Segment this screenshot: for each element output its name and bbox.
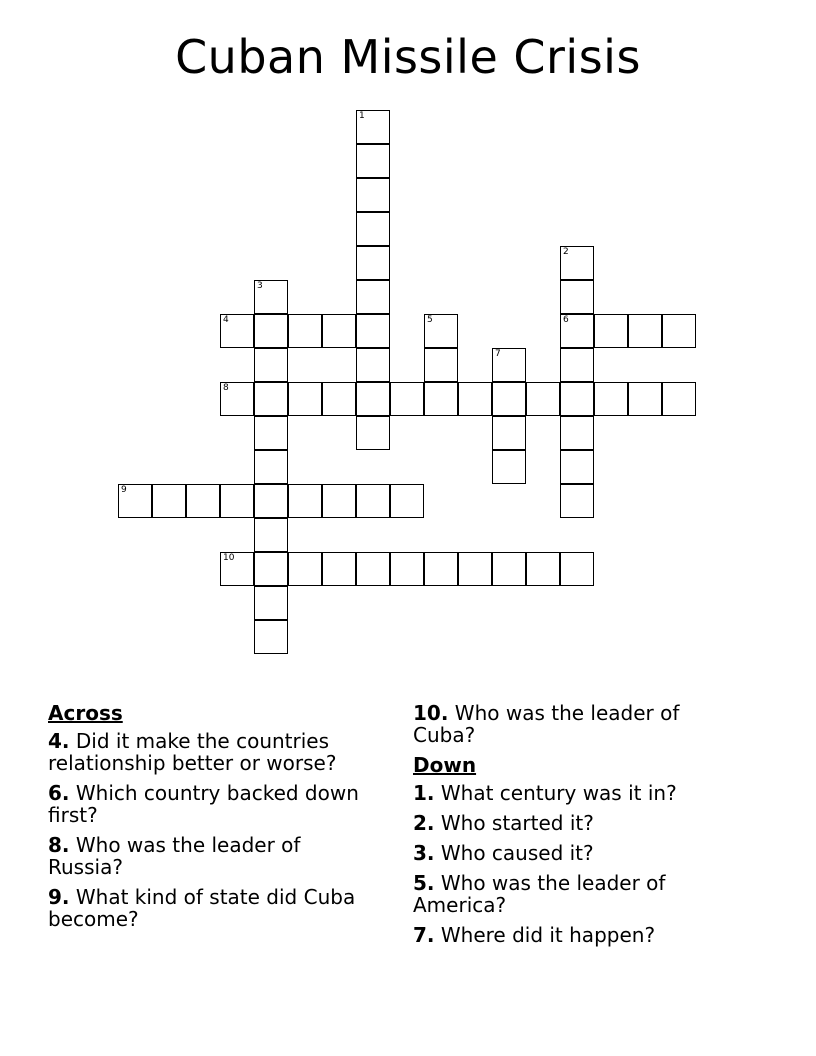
grid-cell[interactable] [458,382,492,416]
grid-cell[interactable] [424,348,458,382]
grid-cell[interactable] [492,348,526,382]
clue-number: 5. [413,871,435,895]
grid-cell[interactable] [356,314,390,348]
down-heading: Down [413,753,477,777]
grid-cell[interactable] [254,280,288,314]
grid-cell[interactable] [220,314,254,348]
clues-column-right [413,702,743,954]
clue-across-6 [48,782,378,826]
grid-cell[interactable] [254,484,288,518]
clue-number-label: 6 [563,315,569,325]
clue-number: 9. [48,885,70,909]
grid-cell[interactable] [560,416,594,450]
clue-text: Who was the leader of Russia? [48,833,301,879]
grid-cell[interactable] [424,552,458,586]
clue-down-5 [413,872,743,916]
grid-cell[interactable] [152,484,186,518]
grid-cell[interactable] [628,314,662,348]
clue-down-1 [413,782,743,804]
grid-cell[interactable] [254,314,288,348]
grid-cell[interactable] [492,382,526,416]
grid-cell[interactable] [560,450,594,484]
clue-text: Who caused it? [434,841,594,865]
grid-cell[interactable] [254,348,288,382]
grid-cell[interactable] [424,382,458,416]
grid-cell[interactable] [594,382,628,416]
clue-number: 4. [48,729,70,753]
clue-down-2 [413,812,743,834]
clue-down-7 [413,924,743,946]
across-heading: Across [48,701,123,725]
clue-number-label: 7 [495,349,501,359]
clue-across-8 [48,834,378,878]
grid-cell[interactable] [560,348,594,382]
clue-text: What century was it in? [434,781,677,805]
grid-cell[interactable] [356,280,390,314]
grid-cell[interactable] [662,382,696,416]
clue-number-label: 10 [223,553,235,563]
grid-cell[interactable] [322,552,356,586]
grid-cell[interactable] [390,484,424,518]
grid-cell[interactable] [322,484,356,518]
clue-across-9 [48,886,378,930]
clue-number-label: 8 [223,383,229,393]
grid-cell[interactable] [186,484,220,518]
clue-number-label: 9 [121,485,127,495]
clue-number: 1. [413,781,435,805]
clue-number: 7. [413,923,435,947]
clue-number-label: 4 [223,315,229,325]
clue-down-3 [413,842,743,864]
grid-cell[interactable] [254,382,288,416]
clues-column-left [48,702,378,938]
grid-cell[interactable] [288,484,322,518]
grid-cell[interactable] [594,314,628,348]
grid-cell[interactable] [526,552,560,586]
grid-cell[interactable] [356,178,390,212]
grid-cell[interactable] [560,246,594,280]
grid-cell[interactable] [560,280,594,314]
clue-text: Where did it happen? [434,923,656,947]
grid-cell[interactable] [220,552,254,586]
grid-cell[interactable] [254,450,288,484]
clue-number-label: 2 [563,247,569,257]
grid-cell[interactable] [288,382,322,416]
grid-cell[interactable] [560,382,594,416]
grid-cell[interactable] [356,416,390,450]
clue-number: 8. [48,833,70,857]
clue-number: 10. [413,701,449,725]
grid-cell[interactable] [492,416,526,450]
grid-cell[interactable] [254,620,288,654]
clue-number: 6. [48,781,70,805]
clue-number: 3. [413,841,435,865]
clue-text: Which country backed down first? [48,781,359,827]
grid-cell[interactable] [356,110,390,144]
grid-cell[interactable] [628,382,662,416]
grid-cell[interactable] [356,484,390,518]
grid-cell[interactable] [254,518,288,552]
clue-text: Who was the leader of America? [413,871,666,917]
grid-cell[interactable] [560,484,594,518]
grid-cell[interactable] [356,382,390,416]
clue-number: 2. [413,811,435,835]
clue-text: Who started it? [434,811,594,835]
clue-across-4 [48,730,378,774]
grid-cell[interactable] [356,212,390,246]
puzzle-title: Cuban Missile Crisis [175,30,641,84]
grid-cell[interactable] [254,416,288,450]
grid-cell[interactable] [288,552,322,586]
grid-cell[interactable] [560,314,594,348]
grid-cell[interactable] [220,382,254,416]
grid-cell[interactable] [662,314,696,348]
grid-cell[interactable] [390,552,424,586]
grid-cell[interactable] [492,450,526,484]
clue-number-label: 3 [257,281,263,291]
clue-number-label: 1 [359,111,365,121]
grid-cell[interactable] [220,484,254,518]
grid-cell[interactable] [118,484,152,518]
grid-cell[interactable] [492,552,526,586]
grid-cell[interactable] [458,552,492,586]
grid-cell[interactable] [356,348,390,382]
clue-text: Who was the leader of Cuba? [413,701,680,747]
grid-cell[interactable] [390,382,424,416]
grid-cell[interactable] [526,382,560,416]
grid-cell[interactable] [254,586,288,620]
grid-cell[interactable] [356,246,390,280]
grid-cell[interactable] [560,552,594,586]
grid-cell[interactable] [288,314,322,348]
clue-text: What kind of state did Cuba become? [48,885,356,931]
grid-cell[interactable] [356,552,390,586]
grid-cell[interactable] [322,382,356,416]
clue-text: Did it make the countries relationship better or worse? [48,729,337,775]
clue-number-label: 5 [427,315,433,325]
grid-cell[interactable] [356,144,390,178]
grid-cell[interactable] [424,314,458,348]
clue-across-10 [413,702,743,746]
grid-cell[interactable] [254,552,288,586]
grid-cell[interactable] [322,314,356,348]
